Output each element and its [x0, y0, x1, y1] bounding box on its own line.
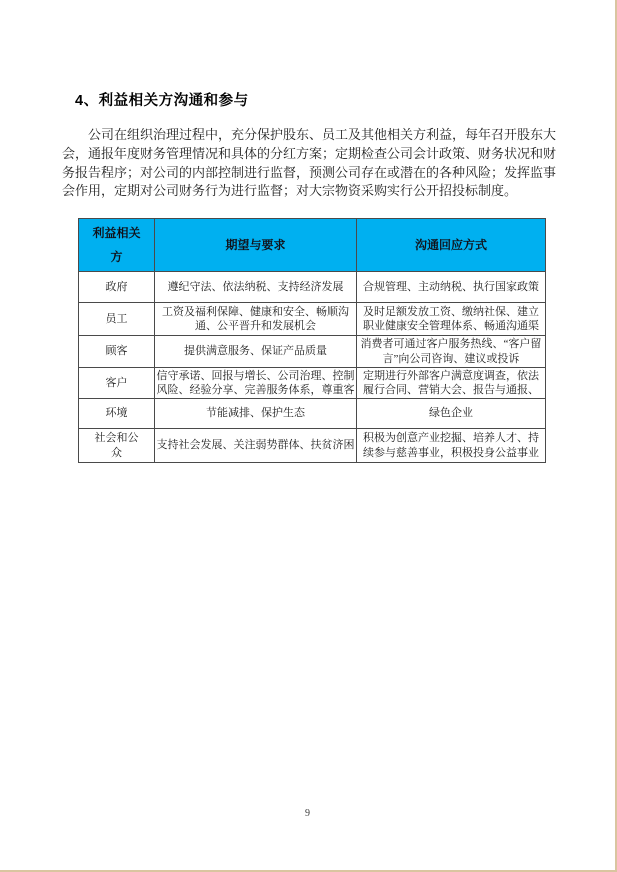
expectation-cell: 遵纪守法、依法纳税、支持经济发展	[155, 272, 357, 303]
response-cell: 消费者可通过客户服务热线、“客户留言”向公司咨询、建议或投诉	[357, 336, 546, 368]
expectation-cell: 工资及福利保障、健康和安全、畅顺沟通、公平晋升和发展机会	[155, 303, 357, 336]
table-row-society	[79, 429, 546, 463]
stakeholder-cell: 员工	[79, 303, 155, 336]
column-header-response: 沟通回应方式	[357, 219, 546, 272]
expectation-cell: 信守承诺、回报与增长、公司治理、控制风险、经验分享、完善服务体系，尊重客	[155, 368, 357, 399]
response-cell: 合规管理、主动纳税、执行国家政策	[357, 272, 546, 303]
expectation-cell: 支持社会发展、关注弱势群体、扶贫济困	[155, 429, 357, 463]
stakeholder-table	[78, 218, 546, 463]
stakeholder-cell: 社会和公众	[79, 429, 155, 463]
response-cell: 定期进行外部客户满意度调查，依法履行合同、营销大会、报告与通报、	[357, 368, 546, 399]
expectation-cell: 提供满意服务、保证产品质量	[155, 336, 357, 368]
table-header-row	[79, 219, 546, 272]
section-heading: 4、利益相关方沟通和参与	[75, 93, 249, 109]
table-row-consumers	[79, 336, 546, 368]
column-header-expectation: 期望与要求	[155, 219, 357, 272]
table-row-employees	[79, 303, 546, 336]
stakeholder-cell: 顾客	[79, 336, 155, 368]
body-paragraph: 公司在组织治理过程中，充分保护股东、员工及其他相关方利益，每年召开股东大会，通报年度财务管理情况和具体的分红方案；定期检查公司会计政策、财务状况和财务报告程序；对公司的内部控制进行监督，预测公司存在或潜在的各种风险；发挥监事会作用，定期对公司财务行为进行监督；对大宗物资采购实行公开招投标制度。	[62, 127, 557, 199]
response-cell: 积极为创意产业挖掘、培养人才、持续参与慈善事业，积极投身公益事业	[357, 429, 546, 463]
table-row-clients	[79, 368, 546, 399]
page-number: 9	[305, 808, 310, 819]
column-header-stakeholder: 利益相关方	[79, 219, 155, 272]
stakeholder-cell: 政府	[79, 272, 155, 303]
response-cell: 绿色企业	[357, 399, 546, 429]
table-row-environment	[79, 399, 546, 429]
response-cell: 及时足额发放工资、缴纳社保、建立职业健康安全管理体系、畅通沟通渠	[357, 303, 546, 336]
table-row-government	[79, 272, 546, 303]
expectation-cell: 节能减排、保护生态	[155, 399, 357, 429]
stakeholder-cell: 客户	[79, 368, 155, 399]
stakeholder-cell: 环境	[79, 399, 155, 429]
